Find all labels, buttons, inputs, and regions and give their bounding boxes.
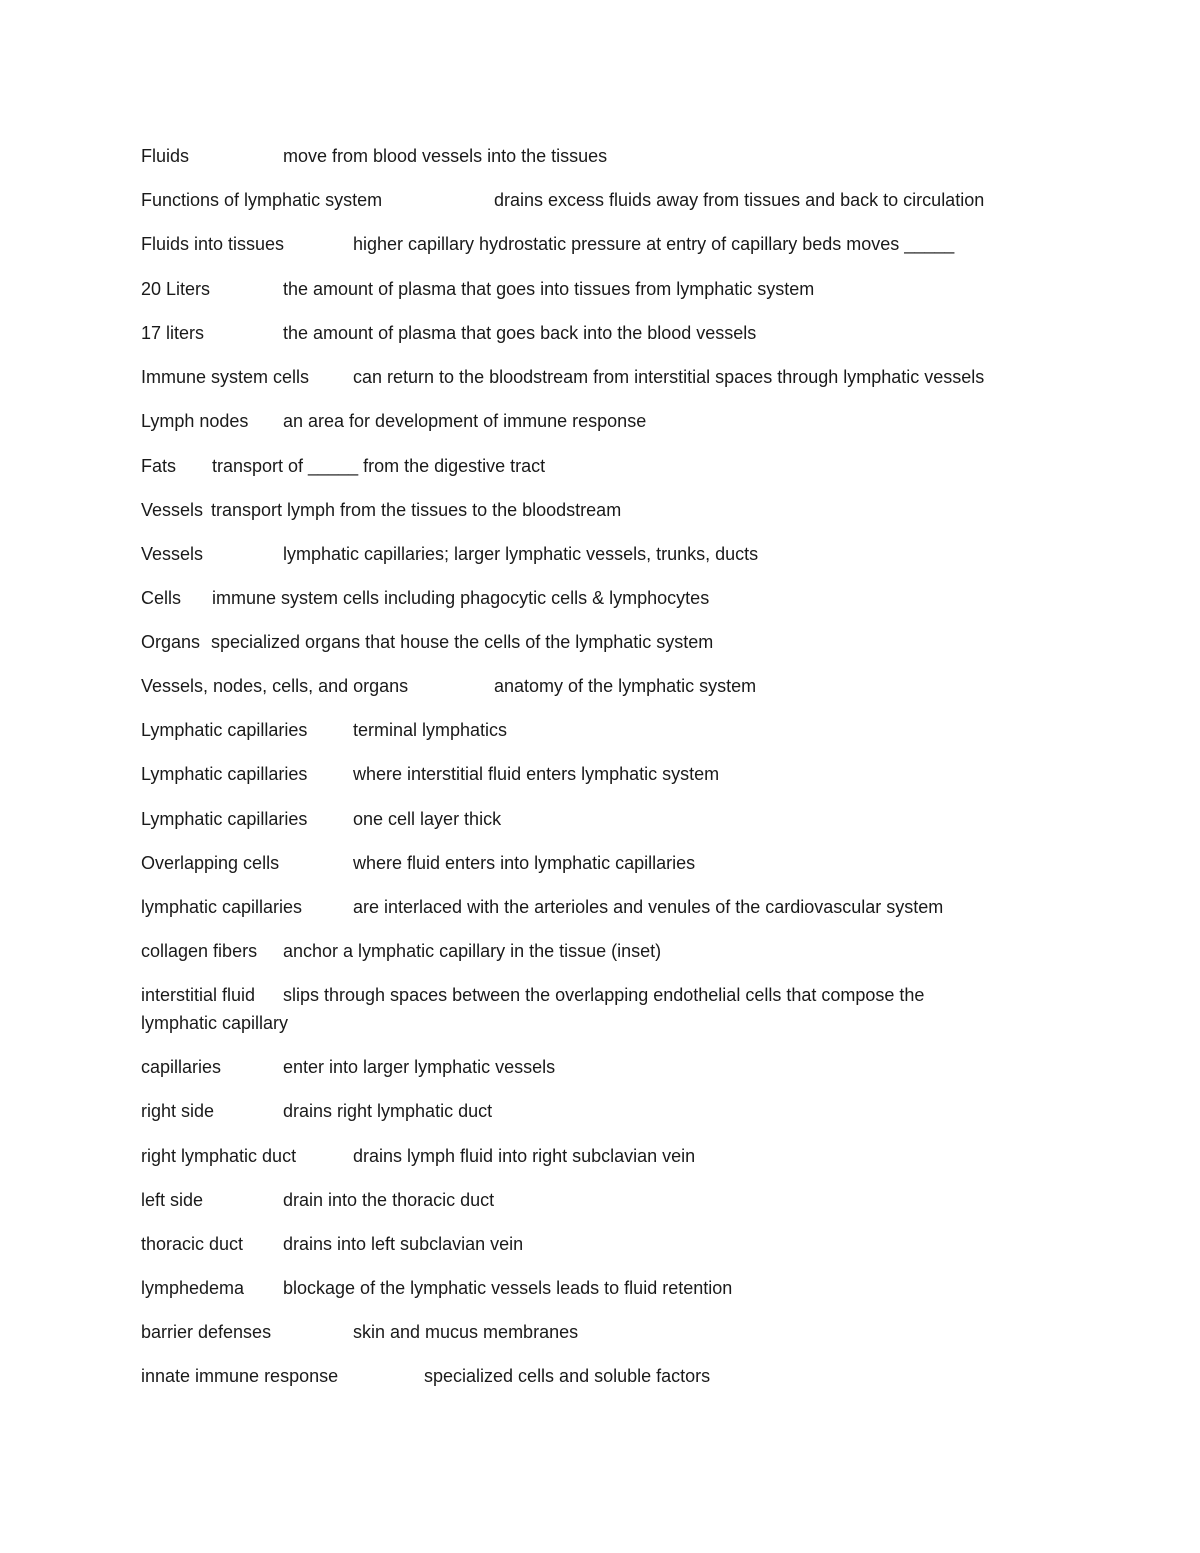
- entry-term: Vessels, nodes, cells, and organs: [141, 676, 409, 696]
- entry-definition: skin and mucus membranes: [353, 1322, 579, 1342]
- entry-term: left side: [141, 1190, 204, 1210]
- entry-term: thoracic duct: [141, 1234, 244, 1254]
- entry-definition: specialized organs that house the cells of the lymphatic system: [211, 632, 714, 652]
- entry-definition: blockage of the lymphatic vessels leads to fluid retention: [283, 1278, 733, 1298]
- entry-term: 20 Liters: [141, 279, 211, 299]
- entry-definition: an area for development of immune response: [283, 411, 647, 431]
- entry-term: lymphedema: [141, 1278, 245, 1298]
- entry-definition: immune system cells including phagocytic cells & lymphocytes: [212, 588, 710, 608]
- entry-term: Functions of lymphatic system: [141, 190, 383, 210]
- entry-term: capillaries: [141, 1057, 222, 1077]
- entry-definition: higher capillary hydrostatic pressure at entry of capillary beds moves _____: [353, 234, 955, 254]
- entry-definition: the amount of plasma that goes into tissues from lymphatic system: [283, 279, 815, 299]
- entry-term: Overlapping cells: [141, 853, 280, 873]
- entry-term: collagen fibers: [141, 941, 258, 961]
- entry-term: Lymphatic capillaries: [141, 720, 308, 740]
- entry-definition: anchor a lymphatic capillary in the tissue (inset): [283, 941, 662, 961]
- entry-term: Cells: [141, 588, 182, 608]
- entry-definition: drain into the thoracic duct: [283, 1190, 495, 1210]
- entry-definition: transport of _____ from the digestive tract: [212, 456, 546, 476]
- entry-term: Lymphatic capillaries: [141, 809, 308, 829]
- entry-definition: where interstitial fluid enters lymphatic system: [353, 764, 720, 784]
- entry-term: interstitial fluid: [141, 985, 256, 1005]
- entry-definition: lymphatic capillaries; larger lymphatic vessels, trunks, ducts: [283, 544, 759, 564]
- entry-definition: terminal lymphatics: [353, 720, 508, 740]
- entry-term: right side: [141, 1101, 215, 1121]
- entry-definition: one cell layer thick: [353, 809, 502, 829]
- entry-term: right lymphatic duct: [141, 1146, 297, 1166]
- entry-definition: where fluid enters into lymphatic capillaries: [353, 853, 696, 873]
- entry-definition: drains excess fluids away from tissues and back to circulation: [494, 190, 985, 210]
- entry-definition: drains lymph fluid into right subclavian vein: [353, 1146, 696, 1166]
- entry-definition: enter into larger lymphatic vessels: [283, 1057, 556, 1077]
- entry-definition: can return to the bloodstream from interstitial spaces through lymphatic vessels: [353, 367, 985, 387]
- entry-definition: are interlaced with the arterioles and venules of the cardiovascular system: [353, 897, 944, 917]
- entry-definition: specialized cells and soluble factors: [424, 1366, 711, 1386]
- entry-definition: drains right lymphatic duct: [283, 1101, 493, 1121]
- entry-term: Fats: [141, 456, 177, 476]
- entry-term: Fluids into tissues: [141, 234, 285, 254]
- entry-definition: anatomy of the lymphatic system: [494, 676, 757, 696]
- entry-term: 17 liters: [141, 323, 205, 343]
- entry-term: Fluids: [141, 146, 190, 166]
- entry-definition: move from blood vessels into the tissues: [283, 146, 608, 166]
- entry-definition: drains into left subclavian vein: [283, 1234, 524, 1254]
- entry-term: Lymphatic capillaries: [141, 764, 308, 784]
- entry-definition: slips through spaces between the overlapping endothelial cells that compose the: [283, 985, 925, 1005]
- entry-definition: transport lymph from the tissues to the bloodstream: [211, 500, 622, 520]
- entry-term: innate immune response: [141, 1366, 339, 1386]
- entry-term: Vessels: [141, 544, 204, 564]
- entry-term: lymphatic capillaries: [141, 897, 303, 917]
- entry-term: Immune system cells: [141, 367, 310, 387]
- entry-term: Organs: [141, 632, 201, 652]
- entry-definition-continuation: lymphatic capillary: [141, 1013, 289, 1033]
- entry-term: Vessels: [141, 500, 204, 520]
- entry-term: Lymph nodes: [141, 411, 249, 431]
- entry-term: barrier defenses: [141, 1322, 272, 1342]
- entry-definition: the amount of plasma that goes back into the blood vessels: [283, 323, 757, 343]
